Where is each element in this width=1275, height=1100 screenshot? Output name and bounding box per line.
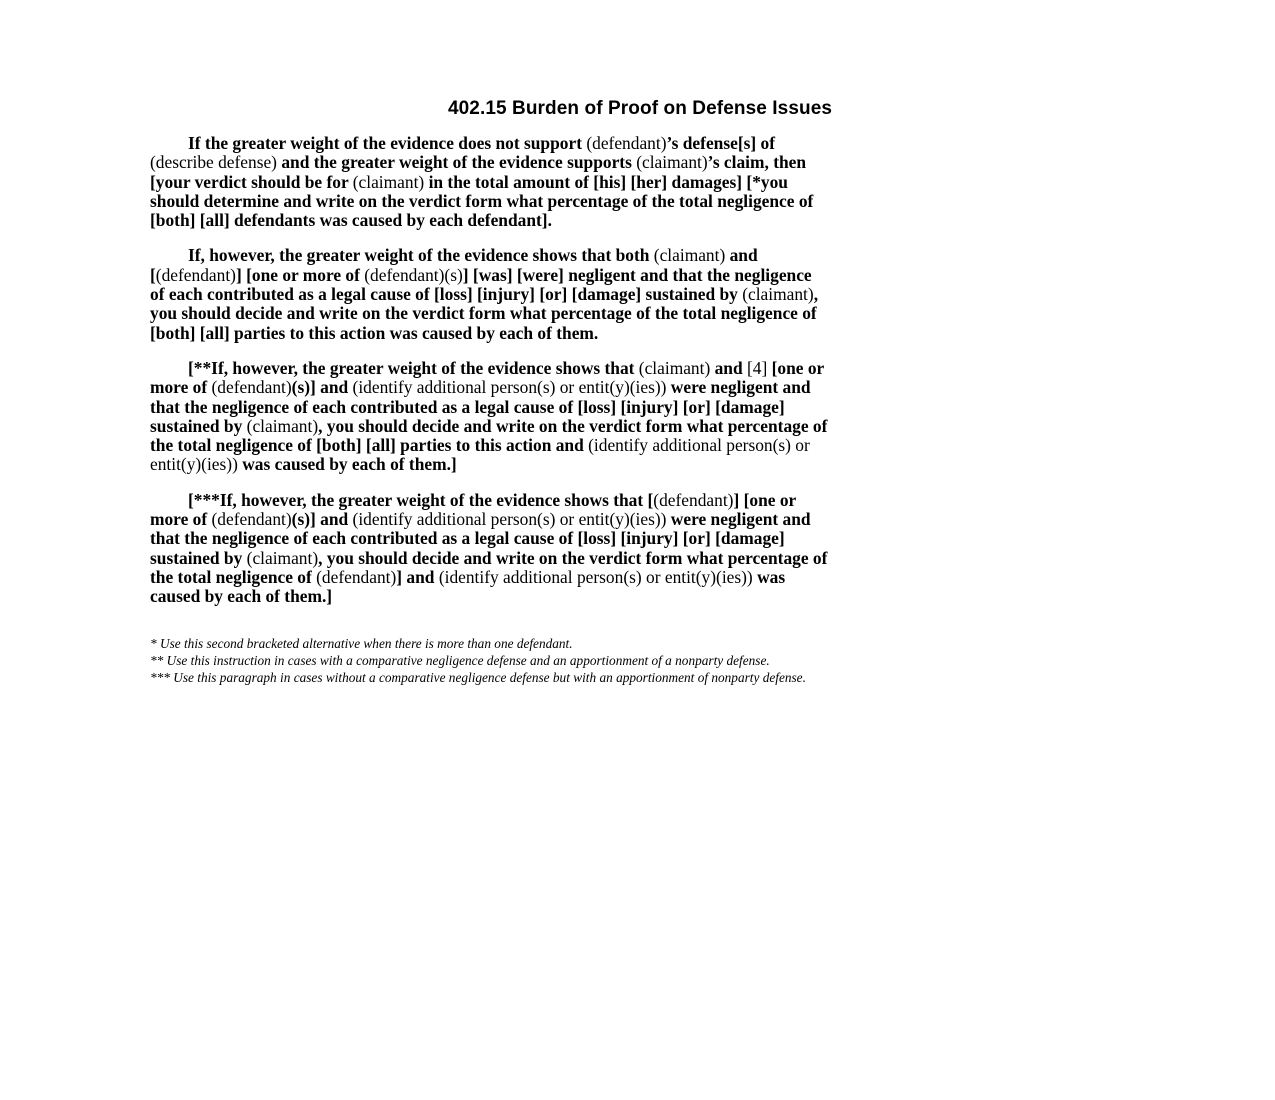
placeholder-text: (identify additional person(s) or entit(y)(ies)) xyxy=(438,566,753,587)
instruction-paragraph xyxy=(150,134,1130,230)
placeholder-text: (claimant) xyxy=(742,284,814,305)
bold-text: [one or xyxy=(767,357,825,378)
paragraph-line xyxy=(150,378,1130,397)
paragraph-line xyxy=(150,285,1130,304)
bold-text: [***If, however, the greater weight of the evidence shows that [ xyxy=(188,489,654,510)
bold-text: was xyxy=(752,566,786,587)
bold-text: ] [one or more of xyxy=(235,264,365,285)
paragraph-line xyxy=(150,266,1130,285)
placeholder-text: (identify additional person(s) or entit(y)(ies)) xyxy=(352,509,667,530)
placeholder-text: (claimant) xyxy=(653,245,726,266)
bold-text: [ xyxy=(150,264,156,285)
instruction-body xyxy=(150,134,1130,607)
bold-text: should determine and write on the verdict form what percentage of the total negligence of xyxy=(150,190,814,211)
bold-text: more of xyxy=(150,377,212,398)
paragraph-line xyxy=(150,153,1130,172)
bold-text: were negligent and xyxy=(666,377,811,398)
bold-text: [both] [all] defendants was caused by each defendant]. xyxy=(150,210,552,231)
bold-text: more of xyxy=(150,509,212,530)
paragraph-line xyxy=(150,455,1130,474)
bold-text: ’s claim, then xyxy=(707,152,807,173)
bold-text: was caused by each of them.] xyxy=(237,454,457,475)
paragraph-line xyxy=(150,211,1130,230)
bold-text: [both] [all] parties to this action was caused by each of them. xyxy=(150,322,599,343)
placeholder-text: entit(y)(ies)) xyxy=(150,454,238,475)
paragraph-line xyxy=(150,134,1130,153)
placeholder-text: (identify additional person(s) or xyxy=(588,435,810,456)
bold-text: and the greater weight of the evidence supports xyxy=(276,152,637,173)
instruction-paragraph xyxy=(150,491,1130,607)
bold-text: caused by each of them.] xyxy=(150,586,333,607)
instruction-paragraph xyxy=(150,359,1130,475)
bold-text: ] [was] [were] negligent and that the negligence xyxy=(462,264,812,285)
footnote: ** Use this instruction in cases with a comparative negligence defense and an apportionment of a nonparty defense. xyxy=(150,652,770,668)
bold-text: sustained by xyxy=(150,415,247,436)
bold-text: ’s defense[s] of xyxy=(666,133,776,153)
paragraph-line xyxy=(150,324,1130,343)
placeholder-text: (claimant) xyxy=(352,171,425,192)
paragraph-line xyxy=(150,549,1130,568)
bold-text: and xyxy=(725,245,758,266)
placeholder-text: (defendant) xyxy=(586,133,667,153)
bold-text: sustained by xyxy=(150,547,247,568)
paragraph-line xyxy=(150,510,1130,529)
placeholder-text: (describe defense) xyxy=(150,152,277,173)
placeholder-text: (defendant) xyxy=(316,566,397,587)
paragraph-line xyxy=(150,304,1130,323)
bold-text: the total negligence of [both] [all] parties to this action and xyxy=(150,435,589,456)
bold-text: that the negligence of each contributed as a legal cause of [loss] [injury] [or] [damage] xyxy=(150,396,785,417)
bold-text: , you should decide and write on the verdict form what percentage of xyxy=(318,415,828,436)
document-title: 402.15 Burden of Proof on Defense Issues xyxy=(447,98,833,119)
instruction-paragraph xyxy=(150,246,1130,342)
bold-text: If, however, the greater weight of the evidence shows that both xyxy=(188,245,654,266)
bold-text: were negligent and xyxy=(666,509,811,530)
paragraph-line xyxy=(150,246,1130,265)
bold-text: (s)] and xyxy=(291,377,353,398)
bold-text: (s)] and xyxy=(291,509,353,530)
bold-text: [your verdict should be for xyxy=(150,171,353,192)
footnotes xyxy=(150,635,1130,686)
bold-text: in the total amount of [his] [her] damages] [*you xyxy=(424,171,788,192)
bold-text: , xyxy=(813,284,819,305)
placeholder-text: (identify additional person(s) or entit(y)(ies)) xyxy=(352,377,667,398)
bold-text: you should decide and write on the verdict form what percentage of the total negligence of xyxy=(150,303,817,324)
footnote: *** Use this paragraph in cases without a comparative negligence defense but with an apportionment of nonparty defense. xyxy=(150,669,806,685)
placeholder-text: (claimant) xyxy=(638,357,711,378)
bold-text: ] [one or xyxy=(733,489,797,510)
placeholder-text: (claimant) xyxy=(246,415,319,436)
bold-text: If the greater weight of the evidence does not support xyxy=(188,133,587,153)
paragraph-line xyxy=(150,417,1130,436)
bold-text: of each contributed as a legal cause of [loss] [injury] [or] [damage] sustained by xyxy=(150,284,743,305)
paragraph-line xyxy=(150,529,1130,548)
paragraph-line xyxy=(150,192,1130,211)
placeholder-text: (claimant) xyxy=(246,547,319,568)
bold-text: the total negligence of xyxy=(150,566,317,587)
document-page xyxy=(150,98,1130,686)
bold-text: ] and xyxy=(396,566,439,587)
bold-text: , you should decide and write on the verdict form what percentage of xyxy=(318,547,828,568)
placeholder-text: (claimant) xyxy=(636,152,708,173)
paragraph-line xyxy=(150,398,1130,417)
placeholder-text: [4] xyxy=(747,357,768,378)
bold-text: that the negligence of each contributed as a legal cause of [loss] [injury] [or] [damage] xyxy=(150,528,785,549)
bold-text: [**If, however, the greater weight of the evidence shows that xyxy=(188,357,639,378)
placeholder-text: (defendant) xyxy=(211,377,292,398)
placeholder-text: (defendant)(s) xyxy=(364,264,463,285)
bold-text: and xyxy=(710,357,747,378)
paragraph-line xyxy=(150,359,1130,378)
paragraph-line xyxy=(150,436,1130,455)
paragraph-line xyxy=(150,587,1130,606)
placeholder-text: (defendant) xyxy=(653,489,734,510)
placeholder-text: (defendant) xyxy=(155,264,236,285)
paragraph-line xyxy=(150,173,1130,192)
footnote: * Use this second bracketed alternative when there is more than one defendant. xyxy=(150,635,573,651)
paragraph-line xyxy=(150,568,1130,587)
placeholder-text: (defendant) xyxy=(211,509,292,530)
paragraph-line xyxy=(150,491,1130,510)
